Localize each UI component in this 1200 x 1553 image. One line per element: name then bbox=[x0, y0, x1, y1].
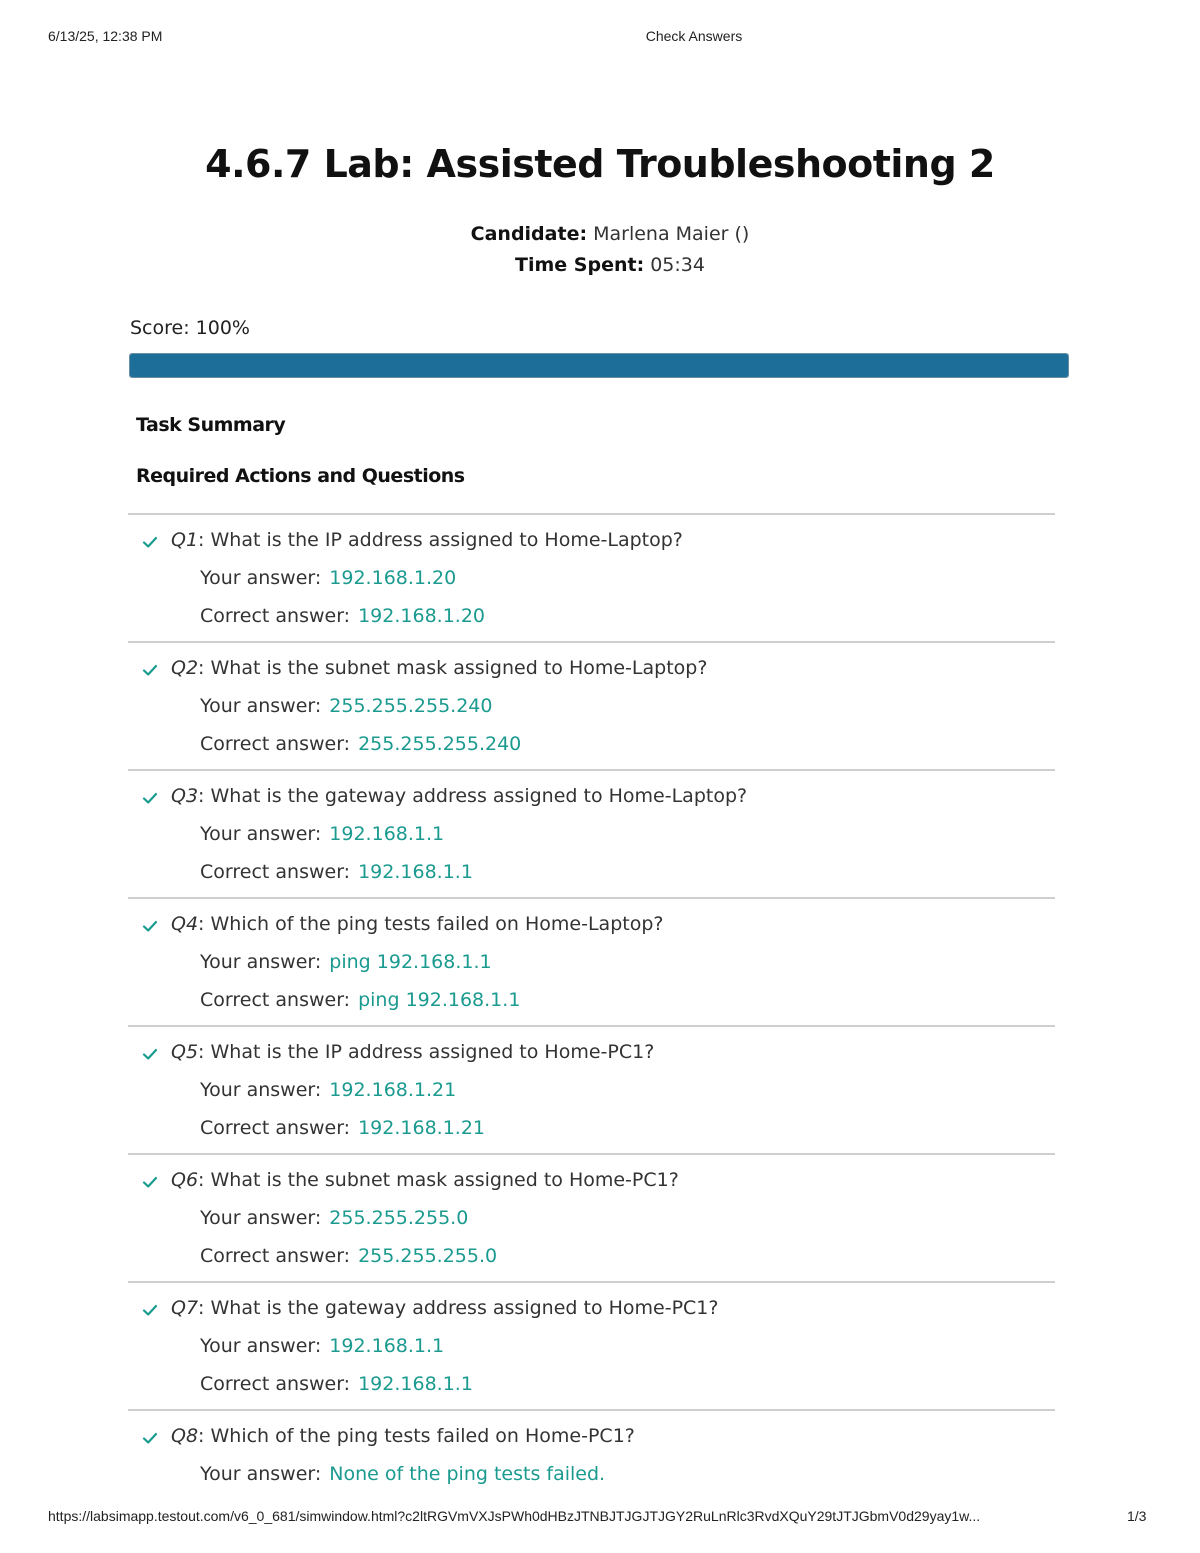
correct-answer-line bbox=[200, 1373, 473, 1395]
question-line bbox=[171, 1041, 654, 1063]
correct-answer-value: ping 192.168.1.1 bbox=[358, 989, 521, 1011]
correct-answer-label: Correct answer: bbox=[200, 733, 351, 755]
print-footer bbox=[0, 1508, 1200, 1528]
question-text: What is the subnet mask assigned to Home-Laptop? bbox=[210, 657, 708, 679]
correct-answer-line bbox=[200, 733, 521, 755]
question-line bbox=[171, 657, 707, 679]
your-answer-label: Your answer: bbox=[200, 1463, 322, 1485]
your-answer-value: 192.168.1.1 bbox=[329, 1335, 445, 1357]
question-line bbox=[171, 913, 663, 935]
correct-answer-value: 192.168.1.1 bbox=[358, 861, 473, 883]
question-item bbox=[128, 1025, 1055, 1153]
question-separator: : bbox=[198, 529, 211, 551]
correct-answer-value: 192.168.1.21 bbox=[358, 1117, 486, 1139]
print-url: https://labsimapp.testout.com/v6_0_681/simwindow.html?c2ltRGVmVXJsPWh0dHBzJTNBJTJGJTJGY2RuLnRlc3RvdXQuY29tJTJGbmV0d29yay1w... bbox=[48, 1508, 981, 1524]
check-icon bbox=[141, 661, 159, 679]
your-answer-line bbox=[200, 1335, 444, 1357]
page-title: 4.6.7 Lab: Assisted Troubleshooting 2 bbox=[205, 142, 995, 186]
question-separator: : bbox=[198, 1425, 211, 1447]
question-id: Q5 bbox=[171, 1041, 199, 1063]
your-answer-value: 192.168.1.20 bbox=[329, 567, 457, 589]
correct-answer-line bbox=[200, 861, 473, 883]
your-answer-line bbox=[200, 695, 492, 717]
correct-answer-value: 192.168.1.20 bbox=[358, 605, 486, 627]
question-item bbox=[128, 641, 1055, 769]
check-icon bbox=[141, 1173, 159, 1191]
question-item bbox=[128, 1281, 1055, 1409]
question-id: Q7 bbox=[171, 1297, 199, 1319]
question-id: Q4 bbox=[171, 913, 199, 935]
question-line bbox=[171, 1425, 635, 1447]
print-datetime: 6/13/25, 12:38 PM bbox=[48, 28, 163, 44]
correct-answer-label: Correct answer: bbox=[200, 1117, 351, 1139]
question-separator: : bbox=[198, 1041, 211, 1063]
print-page-number: 1/3 bbox=[1127, 1508, 1147, 1524]
question-item bbox=[128, 769, 1055, 897]
your-answer-label: Your answer: bbox=[200, 1207, 322, 1229]
correct-answer-line bbox=[200, 1117, 485, 1139]
check-icon bbox=[141, 533, 159, 551]
task-summary-heading: Task Summary bbox=[136, 414, 286, 436]
score-progress-fill bbox=[130, 354, 1068, 377]
correct-answer-label: Correct answer: bbox=[200, 1373, 351, 1395]
correct-answer-label: Correct answer: bbox=[200, 1245, 351, 1267]
score-label: Score: 100% bbox=[130, 317, 250, 339]
your-answer-line bbox=[200, 1207, 468, 1229]
your-answer-value: 192.168.1.21 bbox=[329, 1079, 457, 1101]
question-id: Q1 bbox=[171, 529, 199, 551]
print-header bbox=[0, 28, 1200, 48]
your-answer-value: None of the ping tests failed. bbox=[329, 1463, 606, 1485]
question-item bbox=[128, 513, 1055, 641]
question-line bbox=[171, 785, 747, 807]
candidate-label: Candidate: bbox=[470, 223, 588, 245]
correct-answer-line bbox=[200, 605, 485, 627]
your-answer-line bbox=[200, 823, 444, 845]
your-answer-label: Your answer: bbox=[200, 823, 322, 845]
print-doc-title: Check Answers bbox=[645, 28, 743, 44]
question-separator: : bbox=[198, 785, 211, 807]
question-id: Q2 bbox=[171, 657, 199, 679]
question-id: Q3 bbox=[171, 785, 199, 807]
your-answer-label: Your answer: bbox=[200, 1079, 322, 1101]
your-answer-label: Your answer: bbox=[200, 951, 322, 973]
your-answer-label: Your answer: bbox=[200, 695, 322, 717]
your-answer-line bbox=[200, 1079, 456, 1101]
question-separator: : bbox=[198, 657, 211, 679]
correct-answer-value: 192.168.1.1 bbox=[358, 1373, 473, 1395]
question-text: What is the subnet mask assigned to Home-PC1? bbox=[210, 1169, 679, 1191]
question-text: What is the gateway address assigned to Home-PC1? bbox=[210, 1297, 719, 1319]
your-answer-value: 192.168.1.1 bbox=[329, 823, 445, 845]
check-icon bbox=[141, 917, 159, 935]
check-icon bbox=[141, 1429, 159, 1447]
correct-answer-label: Correct answer: bbox=[200, 605, 351, 627]
check-icon bbox=[141, 789, 159, 807]
time-spent-value: 05:34 bbox=[650, 254, 705, 276]
your-answer-value: 255.255.255.240 bbox=[329, 695, 493, 717]
question-line bbox=[171, 1169, 679, 1191]
correct-answer-line bbox=[200, 1245, 497, 1267]
candidate-value: Marlena Maier () bbox=[593, 223, 750, 245]
your-answer-line bbox=[200, 1463, 605, 1485]
question-line bbox=[171, 529, 683, 551]
correct-answer-label: Correct answer: bbox=[200, 989, 351, 1011]
question-text: Which of the ping tests failed on Home-PC1? bbox=[210, 1425, 635, 1447]
candidate-line bbox=[0, 223, 1200, 245]
question-id: Q8 bbox=[171, 1425, 199, 1447]
question-text: What is the IP address assigned to Home-PC1? bbox=[210, 1041, 655, 1063]
your-answer-value: ping 192.168.1.1 bbox=[329, 951, 492, 973]
question-separator: : bbox=[198, 1169, 211, 1191]
required-actions-heading: Required Actions and Questions bbox=[136, 465, 465, 487]
your-answer-value: 255.255.255.0 bbox=[329, 1207, 469, 1229]
questions-list bbox=[128, 513, 1055, 1537]
your-answer-line bbox=[200, 567, 456, 589]
question-item bbox=[128, 897, 1055, 1025]
your-answer-label: Your answer: bbox=[200, 1335, 322, 1357]
correct-answer-value: 255.255.255.0 bbox=[358, 1245, 498, 1267]
score-progress-bar bbox=[129, 353, 1069, 378]
correct-answer-line bbox=[200, 989, 520, 1011]
question-text: What is the IP address assigned to Home-Laptop? bbox=[210, 529, 683, 551]
question-id: Q6 bbox=[171, 1169, 199, 1191]
question-line bbox=[171, 1297, 718, 1319]
question-text: Which of the ping tests failed on Home-Laptop? bbox=[210, 913, 664, 935]
question-separator: : bbox=[198, 913, 211, 935]
check-icon bbox=[141, 1301, 159, 1319]
question-text: What is the gateway address assigned to Home-Laptop? bbox=[210, 785, 748, 807]
correct-answer-value: 255.255.255.240 bbox=[358, 733, 522, 755]
your-answer-line bbox=[200, 951, 492, 973]
correct-answer-label: Correct answer: bbox=[200, 861, 351, 883]
question-item bbox=[128, 1153, 1055, 1281]
time-spent-line bbox=[0, 254, 1200, 276]
check-icon bbox=[141, 1045, 159, 1063]
question-separator: : bbox=[198, 1297, 211, 1319]
time-spent-label: Time Spent: bbox=[515, 254, 645, 276]
your-answer-label: Your answer: bbox=[200, 567, 322, 589]
